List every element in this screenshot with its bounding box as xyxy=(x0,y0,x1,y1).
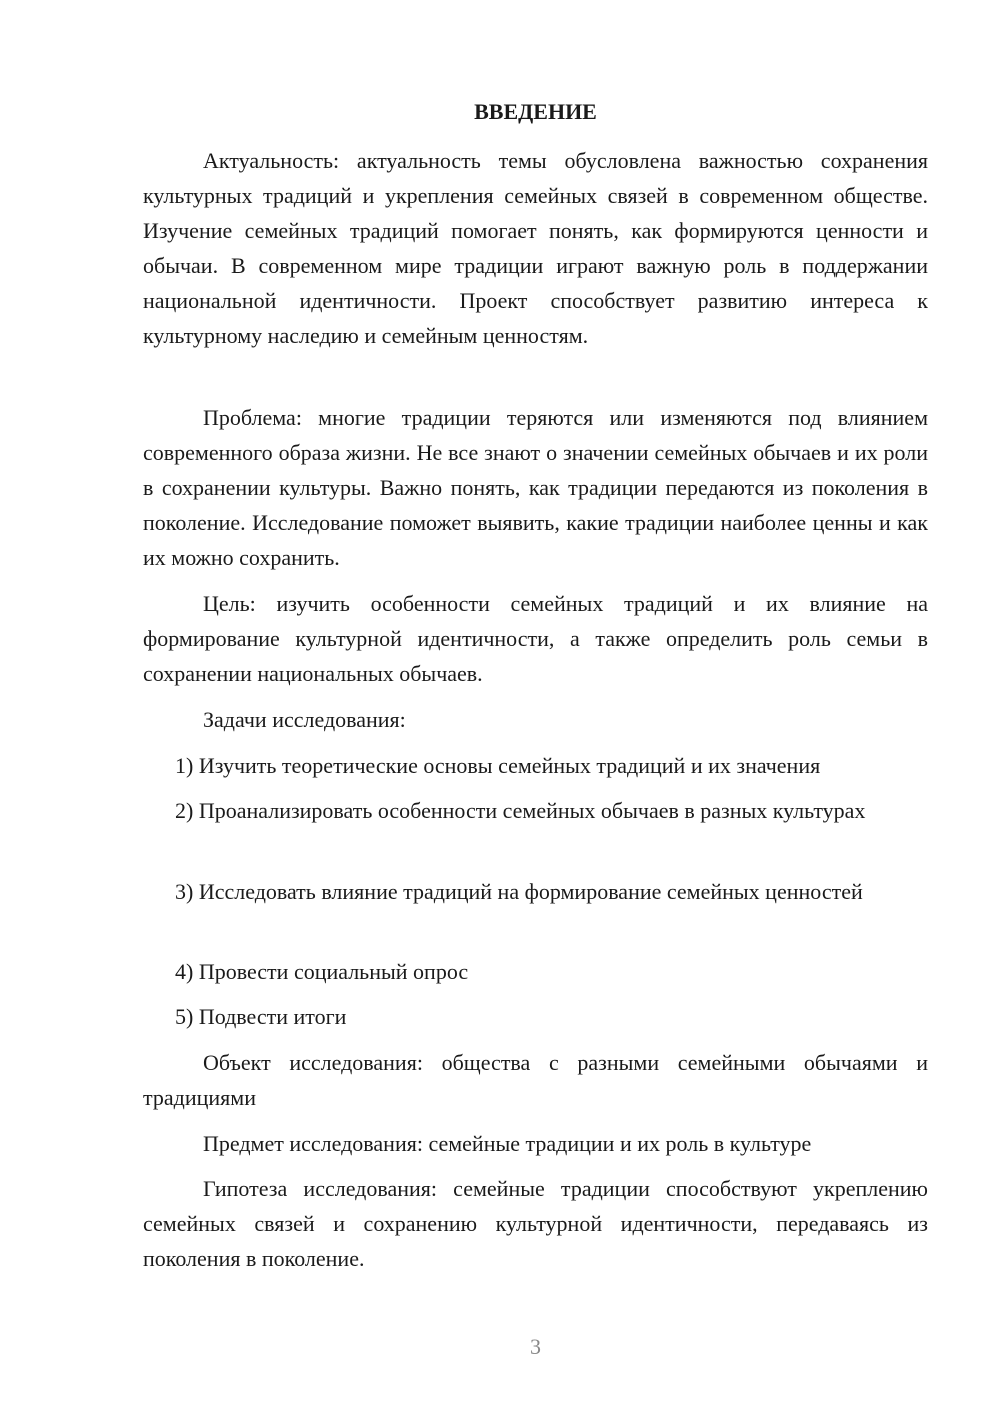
subject-paragraph: Предмет исследования: семейные традиции и их роль в культуре xyxy=(203,1131,812,1156)
task-item-3: 3) Исследовать влияние традиций на формирование семейных ценностей xyxy=(175,879,863,904)
document-page xyxy=(143,0,928,1414)
task-item-4: 4) Провести социальный опрос xyxy=(175,959,469,984)
tasks-heading: Задачи исследования: xyxy=(203,707,406,732)
page-number: 3 xyxy=(530,1334,541,1359)
object-paragraph: Объект исследования: общества с разными семейными обычаями и традициями xyxy=(143,1050,928,1110)
goal-paragraph: Цель: изучить особенности семейных традиций и их влияние на формирование культурной идентичности, а также определить роль семьи в сохранении национальных обычаев. xyxy=(143,591,928,686)
task-item-1: 1) Изучить теоретические основы семейных традиций и их значения xyxy=(175,753,821,778)
problem-paragraph: Проблема: многие традиции теряются или изменяются под влиянием современного образа жизни. Не все знают о значении семейных обычаев и их роли в сохранении культуры. Важно понять, как традиции передаются из поколения в поколение. Исследование поможет выявить, какие традиции наиболее ценны и как их можно сохранить. xyxy=(143,405,928,570)
relevance-paragraph: Актуальность: актуальность темы обусловлена важностью сохранения культурных традиций и укрепления семейных связей в современном обществе. Изучение семейных традиций помогает понять, как формируются ценности и обычаи. В современном мире традиции играют важную роль в поддержании национальной идентичности. Проект способствует развитию интереса к культурному наследию и семейным ценностям. xyxy=(143,148,928,348)
page-title: ВВЕДЕНИЕ xyxy=(474,99,597,124)
task-item-5: 5) Подвести итоги xyxy=(175,1004,347,1029)
task-item-2: 2) Проанализировать особенности семейных обычаев в разных культурах xyxy=(175,798,866,823)
hypothesis-paragraph: Гипотеза исследования: семейные традиции способствуют укреплению семейных связей и сохранению культурной идентичности, передаваясь из поколения в поколение. xyxy=(143,1176,928,1271)
